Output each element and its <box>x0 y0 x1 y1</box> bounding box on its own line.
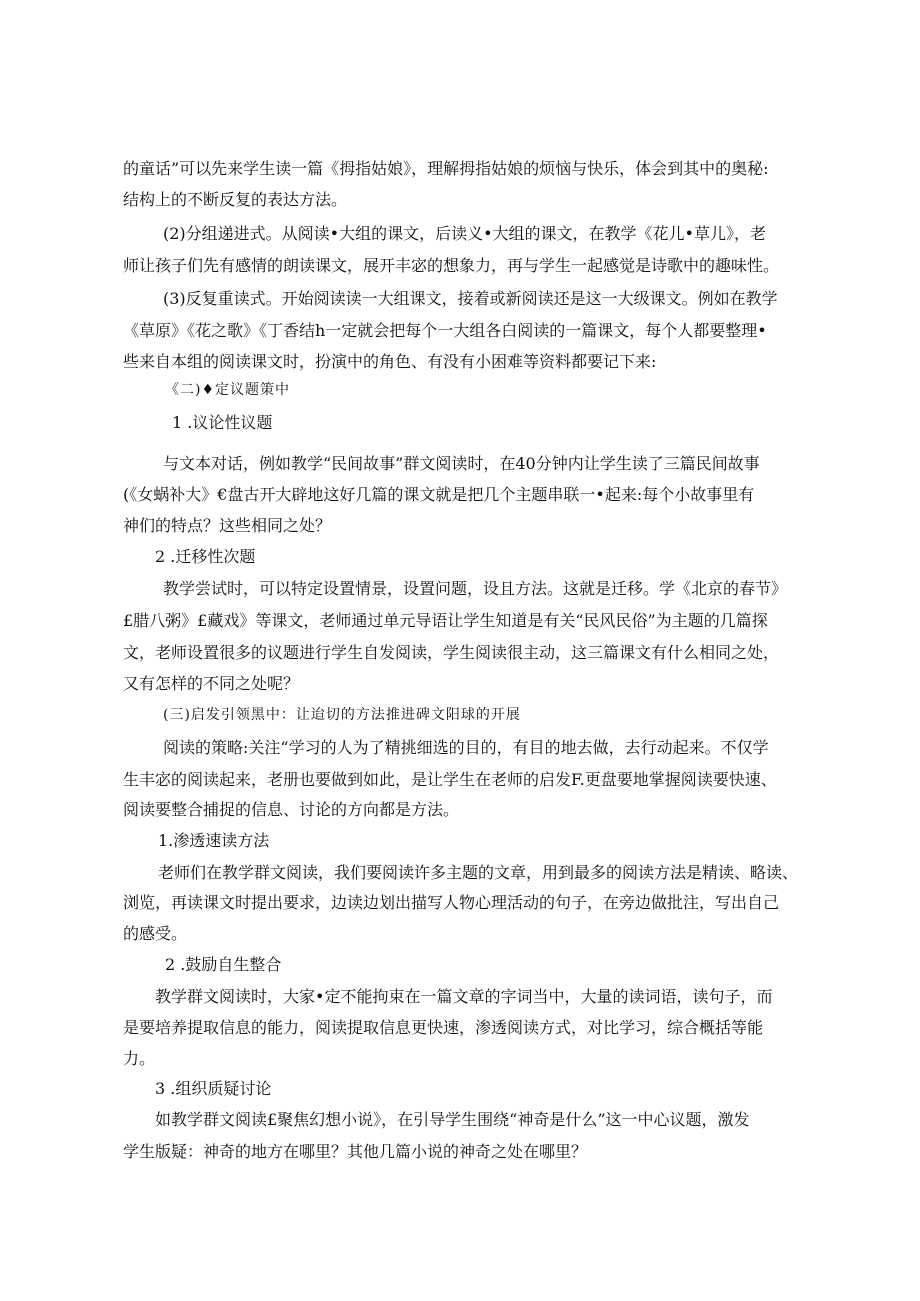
paragraph-line: 学生版疑：神奇的地方在哪里？其他几篇小说的神奇之处在哪里？ <box>123 1142 588 1161</box>
paragraph-line: 与文本对话，例如教学“民间故事”群文阅读时，在40分钟内让学生读了三篇民间故事 <box>163 454 760 473</box>
subsection-heading: 1.渗透速读方法 <box>158 831 270 850</box>
paragraph-line: 力。 <box>123 1049 156 1068</box>
paragraph-line: 教学群文阅读时，大家•定不能拘束在一篇文章的字词当中，大量的读词语，读句子，而 <box>155 987 773 1006</box>
section-heading: 《二)♦定议题策中 <box>165 382 291 398</box>
paragraph-line: 浏览，再读课文时提出要求，边读边划出描写人物心理活动的句子，在旁边做批注，写出自己 <box>123 893 780 912</box>
paragraph-line: £腊八粥》£藏戏》等课文，老师通过单元导语让学生知道是有关“民风民俗”为主题的几篇探 <box>123 611 768 630</box>
paragraph-line: 阅读要整合捕捉的信息、讨论的方向都是方法。 <box>123 800 460 819</box>
paragraph-line: 是要培养提取信息的能力，阅读提取信息更快速，渗透阅读方式，对比学习，综合概括等能 <box>123 1018 764 1037</box>
paragraph-line: 老师们在教学群文阅读，我们要阅读许多主题的文章，用到最多的阅读方法是精读、略读、 <box>158 863 799 882</box>
subsection-heading: 3 .组织质疑讨论 <box>155 1079 272 1098</box>
subsection-heading: 2 .迁移性次题 <box>155 547 256 566</box>
paragraph-line: (3)反复重读式。开始阅读读一大组课文，接着或新阅读还是这一大级课文。例如在教学 <box>163 289 778 308</box>
paragraph-line: (2)分组递进式。从阅读•大组的课文，后读义•大组的课文，在教学《花儿•草儿》，老 <box>163 224 766 243</box>
paragraph-line: 师让孩子们先有感情的朗读课文，展开丰宓的想象力，再与学生一起感觉是诗歌中的趣味性。 <box>123 256 780 275</box>
section-heading: (三)启发引领黑中：让迨切的方法推进碑文阳球的开展 <box>163 707 521 723</box>
subsection-heading: 2 .鼓励自生整合 <box>165 955 282 974</box>
paragraph-line: 如教学群文阅读£聚焦幻想小说》，在引导学生围绕“神奇是什么”这一中心议题，激发 <box>155 1110 750 1129</box>
paragraph-line: 文，老师设置很多的议题进行学生自发阅读，学生阅读很主动，这三篇课文有什么相同之处， <box>123 643 780 662</box>
paragraph-line: 神们的特点？这些相同之处？ <box>123 516 332 535</box>
paragraph-line: 又有怎样的不同之处呢？ <box>123 674 300 693</box>
paragraph-line: 些来自本组的阅读课文时，扮演中的角色、有没有小困难等资料都要记下来: <box>123 352 657 371</box>
paragraph-line: 教学尝试时，可以特定设置情景，设置问题，设且方法。这就是迁移。学《北京的春节》 <box>163 579 788 598</box>
paragraph-line: 结构上的不断反复的表达方法。 <box>123 190 348 209</box>
paragraph-line: (《女蜗补大》€盘古开大辟地这好几篇的课文就是把几个主题串联一•起来:每个小故事里有 <box>123 485 755 504</box>
paragraph-line: 的童话”可以先来学生读一篇《拇指姑娘》，理解拇指姑娘的烦恼与快乐，体会到其中的奥秘: <box>123 159 769 178</box>
paragraph-line: 的感受。 <box>123 924 188 943</box>
paragraph-line: 阅读的策略:关注“学习的人为了精挑细选的目的，有目的地去做，去行动起来。不仅学 <box>163 738 769 757</box>
subsection-heading: 1 .议论性议题 <box>172 413 273 432</box>
paragraph-line: 生丰宓的阅读起来，老册也要做到如此，是让学生在老师的启发F.更盘要地掌握阅读要快速、 <box>123 770 777 789</box>
paragraph-line: 《草原》《花之歌》《丁香结h一定就会把每个一大组各白阅读的一篇课文，每个人都要整理• <box>123 321 767 340</box>
